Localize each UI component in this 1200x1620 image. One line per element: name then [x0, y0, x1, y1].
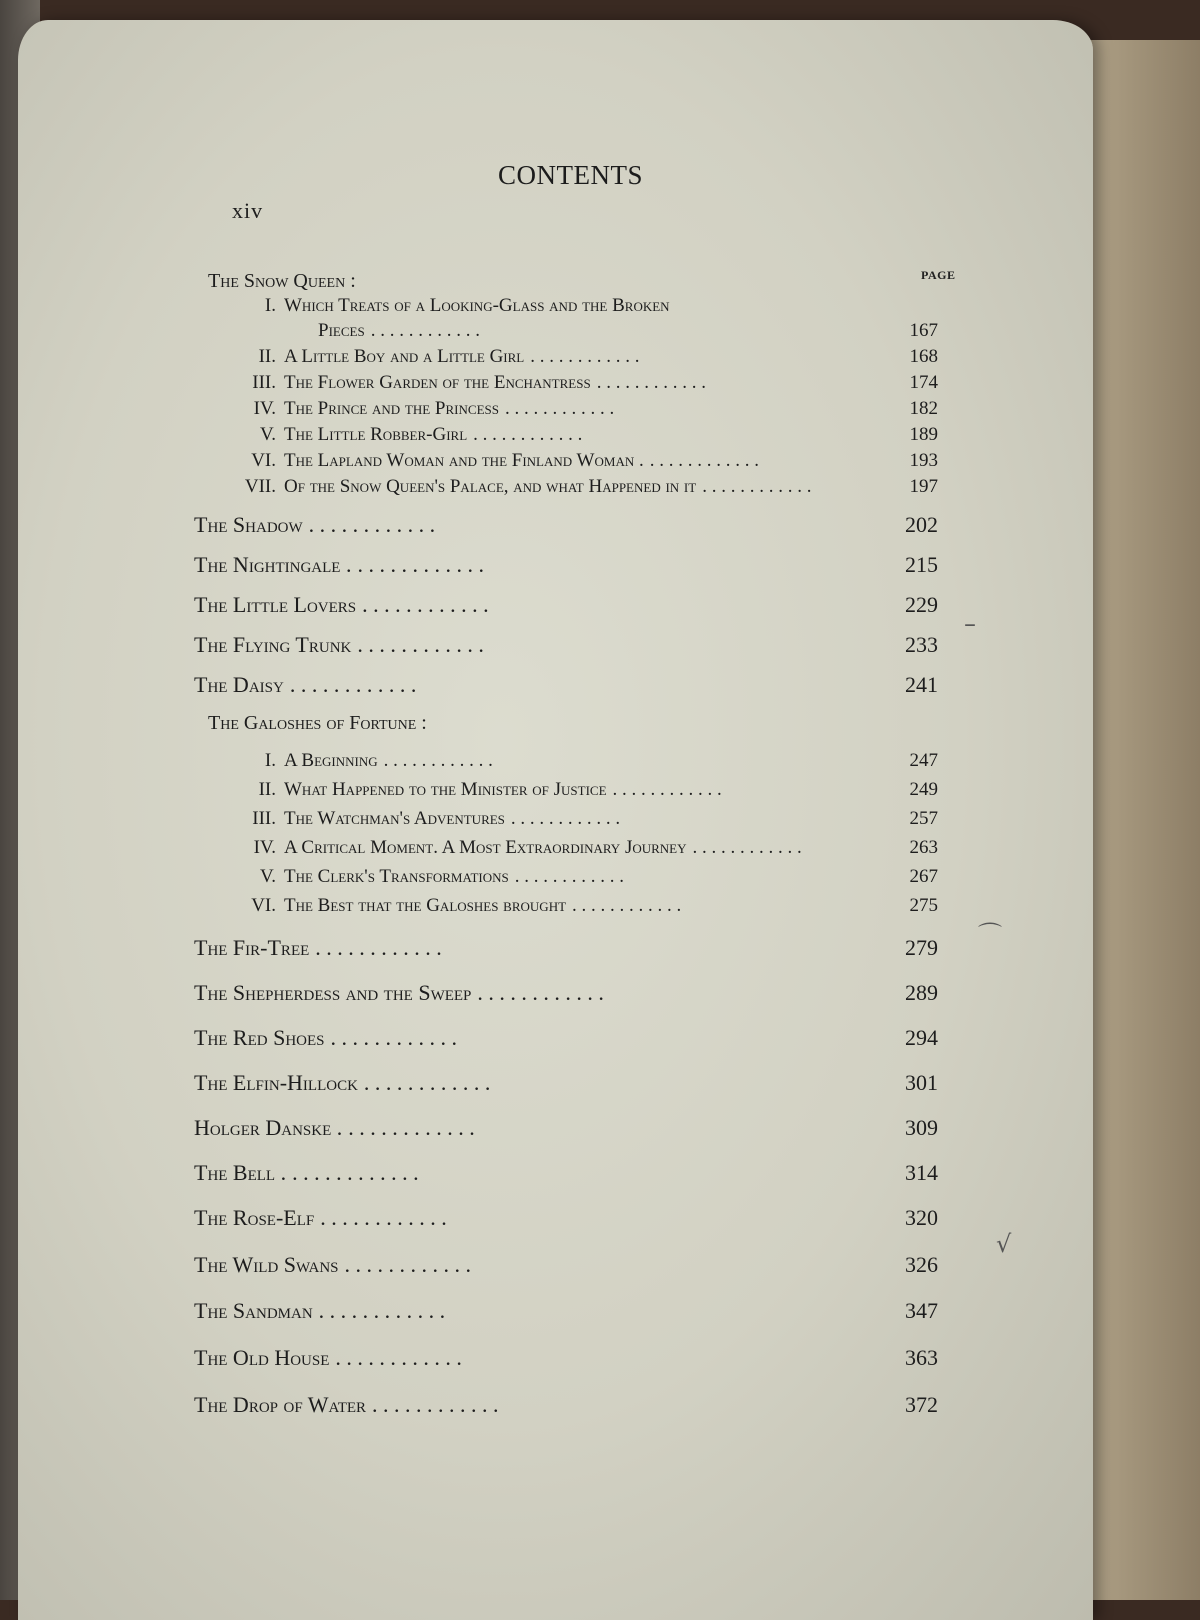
toc-chapter-number: VI. [251, 895, 276, 916]
toc-entry-title: Which Treats of a Looking-Glass and the Broken [284, 295, 670, 316]
dot-leader: . . . . . . . . . . . . [477, 980, 604, 1005]
toc-entry [194, 1025, 938, 1051]
toc-entry [228, 895, 938, 917]
toc-entry-title: The Flying Trunk [194, 632, 352, 657]
toc-entry [194, 1160, 938, 1186]
toc-entry-title: Pieces [318, 320, 365, 341]
toc-entry-title: The Nightingale . [194, 552, 352, 577]
pencil-dash-mark: – [964, 610, 976, 638]
toc-page-number: 309 [905, 1115, 938, 1140]
toc-entry-title: The Elfin-Hillock [194, 1070, 358, 1095]
toc-page-number: 257 [909, 808, 938, 829]
toc-page-number: 301 [905, 1070, 938, 1095]
toc-page-number: 263 [909, 837, 938, 858]
toc-page-number: 267 [909, 866, 938, 887]
toc-entry-title: The Flower Garden of the Enchantress [284, 372, 591, 393]
pencil-check-mark: ⌒ [978, 921, 1002, 949]
dot-leader: . . . . . . . . . . . . [572, 895, 682, 916]
toc-entry [194, 592, 938, 618]
dot-leader: . . . . . . . . . . . . [289, 672, 417, 697]
toc-entry [228, 750, 938, 772]
toc-page-number: 289 [905, 980, 938, 1005]
toc-entry [228, 424, 938, 446]
dot-leader: . . . . . . . . . . . . [362, 592, 489, 617]
toc-entry-title: Of the Snow Queen's Palace, and what Happened in it [284, 476, 697, 497]
dot-leader: . . . . . . . . . . . . [530, 346, 640, 367]
toc-entry-title: The Little Robber-Girl [284, 424, 468, 445]
toc-entry-title: The Snow Queen : [208, 270, 356, 292]
dot-leader: . . . . . . . . . . . . [348, 1115, 475, 1140]
toc-page-number: 241 [905, 672, 938, 697]
toc-entry [194, 1298, 938, 1324]
toc-entry [228, 295, 938, 317]
toc-entry [194, 512, 938, 538]
toc-page-number: 294 [905, 1025, 938, 1050]
toc-chapter-number: II. [258, 346, 276, 367]
toc-entry [228, 398, 938, 420]
page-column-label: PAGE [921, 268, 956, 282]
toc-entry [194, 672, 938, 698]
toc-chapter-number: IV. [253, 398, 276, 419]
toc-entry [228, 779, 938, 801]
toc-entry-title: A Critical Moment. A Most Extraordinary Journey [284, 837, 687, 858]
toc-page-number: 229 [905, 592, 938, 617]
dot-leader: . . . . . . . . . . . . [292, 1160, 419, 1185]
dot-leader: . . . . . . . . . . . . [612, 779, 722, 800]
toc-entry-title: The Prince and the Princess [284, 398, 499, 419]
toc-entry-title: The Lapland Woman and the Finland Woman . [284, 450, 644, 471]
toc-entry-title: The Daisy [194, 672, 284, 697]
dot-leader: . . . . . . . . . . . . [363, 1070, 491, 1095]
toc-entry-title: The Red Shoes [194, 1025, 325, 1050]
toc-entry-title: The Best that the Galoshes brought [284, 895, 567, 916]
dot-leader: . . . . . . . . . . . . [344, 1252, 472, 1277]
toc-chapter-number: III. [252, 372, 276, 393]
toc-page-number: 167 [909, 320, 938, 341]
toc-entry-title: The Watchman's Adventures [284, 808, 505, 829]
toc-page-number: 182 [909, 398, 938, 419]
toc-entry [228, 808, 938, 830]
toc-entry-title: The Sandman [194, 1298, 313, 1323]
toc-entry [194, 1070, 938, 1096]
toc-chapter-number: VI. [251, 450, 276, 471]
dot-leader: . . . . . . . . . . . . [335, 1345, 462, 1370]
toc-chapter-number: IV. [253, 837, 276, 858]
toc-entry-title: The Galoshes of Fortune : [208, 712, 427, 734]
toc-page-number: 215 [905, 552, 938, 577]
toc-entry [228, 372, 938, 394]
toc-page-number: 249 [909, 779, 938, 800]
dot-leader: . . . . . . . . . . . . [473, 424, 583, 445]
toc-chapter-number: I. [264, 295, 276, 316]
toc-page-number: 247 [909, 750, 938, 771]
toc-entry [194, 552, 938, 578]
toc-entry-title: The Clerk's Transformations [284, 866, 509, 887]
toc-section-heading [208, 270, 356, 293]
toc-entry [228, 346, 938, 368]
toc-page-number: 320 [905, 1205, 938, 1230]
toc-entry-title: The Old House [194, 1345, 330, 1370]
dot-leader: . . . . . . . . . . . . [702, 476, 812, 497]
dot-leader: . . . . . . . . . . . . [308, 512, 436, 537]
toc-entry-title: The Bell . [194, 1160, 287, 1185]
toc-entry [228, 866, 938, 888]
toc-entry [194, 1252, 938, 1278]
toc-page-number: 314 [905, 1160, 938, 1185]
toc-chapter-number: V. [259, 424, 276, 445]
toc-page-number: 347 [905, 1298, 938, 1323]
toc-chapter-number: V. [259, 866, 276, 887]
dot-leader: . . . . . . . . . . . . [330, 1025, 458, 1050]
dot-leader: . . . . . . . . . . . . [383, 750, 493, 771]
toc-page-number: 174 [909, 372, 938, 393]
dot-leader: . . . . . . . . . . . . [649, 450, 759, 471]
toc-entry-title: The Wild Swans [194, 1252, 339, 1277]
toc-chapter-number: III. [252, 808, 276, 829]
toc-entry [194, 980, 938, 1006]
toc-entry-title: The Shadow [194, 512, 303, 537]
toc-entry-title: Holger Danske . [194, 1115, 343, 1140]
toc-page-number: 189 [909, 424, 938, 445]
dot-leader: . . . . . . . . . . . . [692, 837, 802, 858]
toc-entry-title: The Drop of Water [194, 1392, 367, 1417]
pencil-check-mark: √ [996, 1230, 1012, 1258]
toc-chapter-number: I. [264, 750, 276, 771]
toc-page-number: 202 [905, 512, 938, 537]
toc-entry-title: What Happened to the Minister of Justice [284, 779, 607, 800]
page-title: CONTENTS [498, 160, 643, 190]
toc-entry [194, 1345, 938, 1371]
toc-page-number: 233 [905, 632, 938, 657]
dot-leader: . . . . . . . . . . . . [514, 866, 624, 887]
toc-page-number: 193 [909, 450, 938, 471]
toc-entry-title: The Rose-Elf [194, 1205, 315, 1230]
dot-leader: . . . . . . . . . . . . [318, 1298, 446, 1323]
dot-leader: . . . . . . . . . . . . [510, 808, 621, 829]
toc-chapter-number: II. [258, 779, 276, 800]
toc-entry [194, 1115, 938, 1141]
toc-entry-title: The Little Lovers [194, 592, 357, 617]
toc-entry [318, 320, 938, 342]
toc-entry [194, 1392, 938, 1418]
toc-entry [228, 837, 938, 859]
toc-page-number: 363 [905, 1345, 938, 1370]
toc-entry-title: A Beginning [284, 750, 378, 771]
dot-leader: . . . . . . . . . . . . [357, 552, 484, 577]
dot-leader: . . . . . . . . . . . . [372, 1392, 499, 1417]
dot-leader: . . . . . . . . . . . . [370, 320, 480, 341]
toc-page-number: 372 [905, 1392, 938, 1417]
toc-page-number: 168 [909, 346, 938, 367]
toc-entry [228, 450, 938, 472]
toc-page-number: 326 [905, 1252, 938, 1277]
toc-entry [228, 476, 938, 498]
toc-chapter-number: VII. [244, 476, 276, 497]
toc-entry [194, 935, 938, 961]
toc-entry [194, 632, 938, 658]
dot-leader: . . . . . . . . . . . . [504, 398, 615, 419]
dot-leader: . . . . . . . . . . . . [596, 372, 706, 393]
toc-section-heading [208, 712, 427, 735]
toc-page-number: 197 [909, 476, 938, 497]
toc-entry-title: The Fir-Tree [194, 935, 310, 960]
dot-leader: . . . . . . . . . . . . [315, 935, 442, 960]
toc-entry [194, 1205, 938, 1231]
toc-entry-title: A Little Boy and a Little Girl [284, 346, 525, 367]
book-page [18, 20, 1093, 1620]
toc-page-number: 275 [909, 895, 938, 916]
dot-leader: . . . . . . . . . . . . [357, 632, 484, 657]
toc-page-number: 279 [905, 935, 938, 960]
page-number: xiv [232, 198, 264, 223]
toc-entry-title: The Shepherdess and the Sweep [194, 980, 472, 1005]
dot-leader: . . . . . . . . . . . . [320, 1205, 447, 1230]
